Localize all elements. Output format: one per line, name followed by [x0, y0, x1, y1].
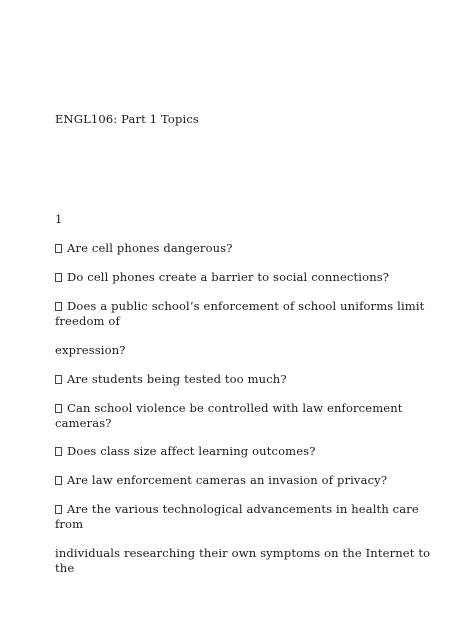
- list-item: Are students being tested too much?: [55, 372, 400, 387]
- list-item: Do cell phones create a barrier to social connections?: [55, 270, 400, 285]
- paragraph-line: individuals researching their own symptoms on the Internet to: [55, 546, 431, 560]
- list-item-continuation: from: [55, 517, 84, 531]
- missing-glyph-box-icon: [55, 505, 62, 514]
- paragraph-line: the: [55, 561, 75, 575]
- list-item: Are law enforcement cameras an invasion of privacy?: [55, 473, 400, 488]
- section-number: 1: [55, 212, 63, 226]
- document-title: ENGL106: Part 1 Topics: [55, 112, 199, 126]
- list-item-continuation: cameras?: [55, 416, 112, 430]
- missing-glyph-box-icon: [55, 273, 62, 282]
- missing-glyph-box-icon: [55, 404, 62, 413]
- paragraph-line: expression?: [55, 343, 126, 357]
- missing-glyph-box-icon: [55, 302, 62, 311]
- list-item: Are cell phones dangerous?: [55, 241, 400, 256]
- missing-glyph-box-icon: [55, 244, 62, 253]
- list-item: Does a public school’s enforcement of school uniforms limit: [55, 299, 400, 314]
- missing-glyph-box-icon: [55, 447, 62, 456]
- list-item: Are the various technological advancements in health care: [55, 502, 400, 517]
- missing-glyph-box-icon: [55, 375, 62, 384]
- list-item: Does class size affect learning outcomes?: [55, 444, 400, 459]
- list-item-continuation: freedom of: [55, 314, 120, 328]
- missing-glyph-box-icon: [55, 476, 62, 485]
- list-item: Can school violence be controlled with law enforcement: [55, 401, 400, 416]
